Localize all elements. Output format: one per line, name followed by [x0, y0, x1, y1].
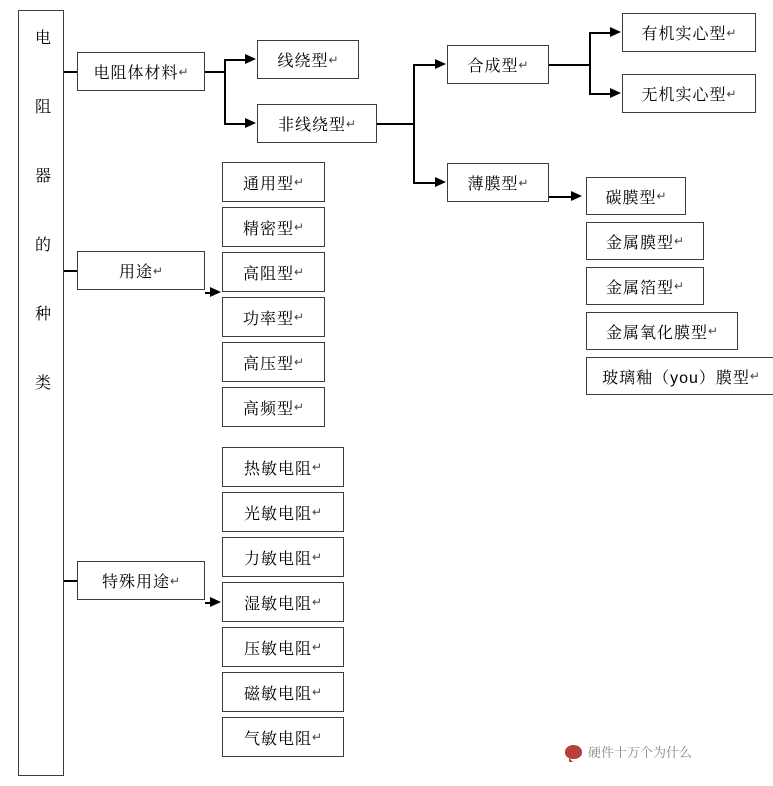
node-high-frequency-type — [222, 387, 325, 427]
node-wound-type — [257, 40, 359, 79]
node-force-sensitive-resistor — [222, 537, 344, 577]
label-glass-glaze-film-type: 玻璃釉（you）膜型 — [602, 369, 750, 387]
node-metal-oxide-film-type — [586, 312, 738, 350]
watermark-text: 硬件十万个为什么 — [588, 745, 693, 760]
pilcrow-mark: ↵ — [656, 189, 667, 203]
label-carbon-film-type: 碳膜型 — [605, 189, 657, 207]
pilcrow-mark: ↵ — [518, 175, 529, 190]
connector-material-to-wound — [224, 59, 245, 61]
pilcrow-mark: ↵ — [673, 279, 685, 293]
pilcrow-mark: ↵ — [311, 685, 323, 699]
label-high-frequency-type: 高频型 — [242, 400, 294, 418]
watermark — [565, 742, 692, 761]
connector-root-special — [64, 580, 77, 582]
pilcrow-mark: ↵ — [293, 175, 305, 189]
node-photoresistor — [222, 492, 344, 532]
wechat-icon — [565, 745, 582, 759]
arrow-to-synthetic — [435, 59, 446, 69]
pilcrow-mark: ↵ — [345, 116, 357, 131]
connector-material-to-nonwound — [224, 123, 245, 125]
pilcrow-mark: ↵ — [518, 57, 529, 72]
pilcrow-mark: ↵ — [673, 234, 685, 248]
label-metal-foil-type: 金属箔型 — [605, 279, 674, 297]
connector-synthetic-spine — [589, 32, 591, 94]
label-high-resistance-type: 高阻型 — [242, 265, 294, 283]
connector-nonwound-spine — [413, 64, 415, 183]
pilcrow-mark: ↵ — [311, 595, 323, 609]
arrow-to-inorganic-solid — [610, 88, 621, 98]
pilcrow-mark: ↵ — [311, 640, 323, 654]
label-nonwound-type: 非线绕型 — [277, 117, 346, 134]
connector-material-spine — [224, 59, 226, 124]
label-film-type: 薄膜型 — [467, 176, 519, 193]
pilcrow-mark: ↵ — [293, 400, 305, 414]
label-force-sensitive-resistor: 力敏电阻 — [243, 550, 312, 568]
node-metal-film-type — [586, 222, 704, 260]
arrow-to-special-children — [210, 597, 221, 607]
pilcrow-mark: ↵ — [293, 355, 305, 369]
pilcrow-mark: ↵ — [328, 52, 339, 67]
label-gas-sensitive-resistor: 气敏电阻 — [243, 730, 312, 748]
pilcrow-mark: ↵ — [293, 310, 305, 324]
node-film-type — [447, 163, 549, 202]
arrow-to-nonwound — [245, 118, 256, 128]
pilcrow-mark: ↵ — [726, 25, 737, 40]
level1-node-usage — [77, 251, 205, 290]
connector-synthetic-out — [549, 64, 590, 66]
arrow-to-organic-solid — [610, 27, 621, 37]
label-thermistor: 热敏电阻 — [243, 460, 312, 478]
label-inorganic-solid-type: 无机实心型 — [641, 87, 727, 104]
connector-nonwound-to-synthetic — [413, 64, 435, 66]
node-humidity-sensitive-resistor — [222, 582, 344, 622]
pilcrow-mark: ↵ — [726, 86, 737, 101]
node-thermistor — [222, 447, 344, 487]
label-precision-type: 精密型 — [242, 220, 294, 238]
connector-synthetic-to-organic — [589, 32, 610, 34]
connector-nonwound-out — [377, 123, 414, 125]
label-synthetic-type: 合成型 — [467, 58, 519, 75]
node-precision-type — [222, 207, 325, 247]
level1-label-usage: 用途 — [118, 264, 153, 281]
level1-label-special-usage: 特殊用途 — [101, 574, 170, 591]
label-general-purpose-type: 通用型 — [242, 175, 294, 193]
pilcrow-mark: ↵ — [293, 265, 305, 279]
connector-synthetic-to-inorganic — [589, 93, 610, 95]
pilcrow-mark: ↵ — [152, 263, 164, 278]
arrow-to-usage-children — [210, 287, 221, 297]
node-magneto-resistor — [222, 672, 344, 712]
node-gas-sensitive-resistor — [222, 717, 344, 757]
node-inorganic-solid-type — [622, 74, 756, 113]
pilcrow-mark: ↵ — [293, 220, 305, 234]
arrow-to-film — [435, 177, 446, 187]
connector-material-out — [205, 71, 225, 73]
label-humidity-sensitive-resistor: 湿敏电阻 — [243, 595, 312, 613]
pilcrow-mark: ↵ — [707, 324, 719, 338]
label-magneto-resistor: 磁敏电阻 — [243, 685, 312, 703]
pilcrow-mark: ↵ — [311, 550, 323, 564]
arrow-to-wound — [245, 54, 256, 64]
pilcrow-mark: ↵ — [749, 369, 760, 383]
node-general-purpose-type — [222, 162, 325, 202]
pilcrow-mark: ↵ — [311, 505, 323, 519]
level1-node-special-usage — [77, 561, 205, 600]
root-node-resistor-types: 电 阻 器 的 种 类 — [18, 10, 64, 776]
label-wound-type: 线绕型 — [277, 53, 329, 70]
connector-root-material — [64, 71, 77, 73]
pilcrow-mark: ↵ — [311, 730, 323, 744]
node-nonwound-type — [257, 104, 377, 143]
label-metal-film-type: 金属膜型 — [605, 234, 674, 252]
node-carbon-film-type — [586, 177, 686, 215]
level1-node-material — [77, 52, 205, 91]
connector-nonwound-to-film — [413, 182, 435, 184]
node-power-type — [222, 297, 325, 337]
label-high-voltage-type: 高压型 — [242, 355, 294, 373]
node-high-resistance-type — [222, 252, 325, 292]
pilcrow-mark: ↵ — [169, 573, 181, 588]
label-photoresistor: 光敏电阻 — [243, 505, 312, 523]
node-metal-foil-type — [586, 267, 704, 305]
node-glass-glaze-film-type — [586, 357, 773, 395]
level1-label-material: 电阻体材料 — [93, 65, 179, 82]
label-varistor: 压敏电阻 — [243, 640, 312, 658]
node-high-voltage-type — [222, 342, 325, 382]
node-organic-solid-type — [622, 13, 756, 52]
label-organic-solid-type: 有机实心型 — [641, 26, 727, 43]
label-metal-oxide-film-type: 金属氧化膜型 — [605, 324, 708, 342]
label-power-type: 功率型 — [242, 310, 294, 328]
node-varistor — [222, 627, 344, 667]
pilcrow-mark: ↵ — [311, 460, 323, 474]
arrow-to-film-children — [571, 191, 582, 201]
node-synthetic-type — [447, 45, 549, 84]
connector-film-out — [549, 196, 571, 198]
pilcrow-mark: ↵ — [178, 64, 189, 79]
connector-root-usage — [64, 270, 77, 272]
